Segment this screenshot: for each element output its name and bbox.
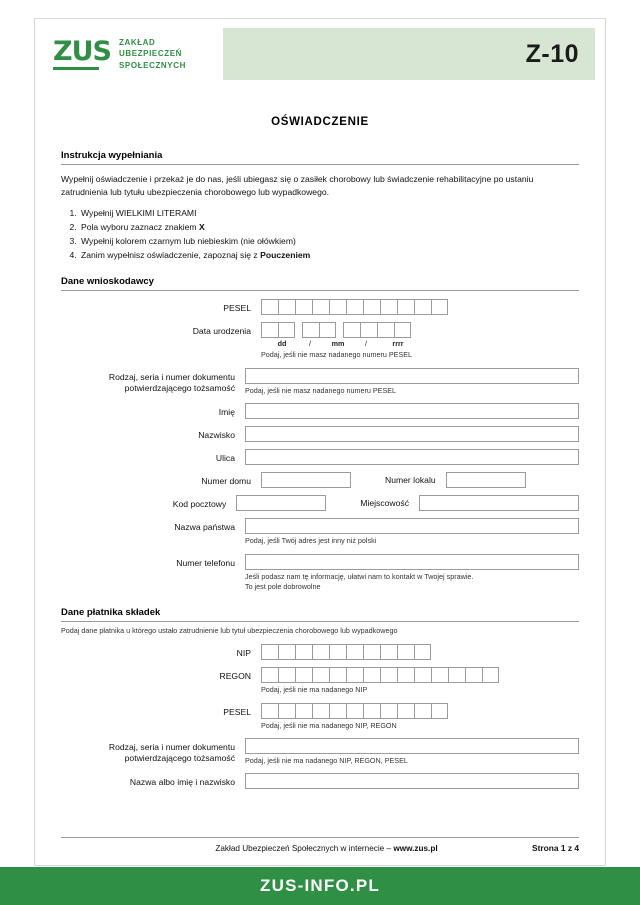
instruction-heading: Instrukcja wypełniania [61, 150, 579, 165]
char-cell[interactable] [278, 299, 295, 315]
form-footer [61, 837, 579, 853]
char-cell[interactable] [394, 322, 411, 338]
char-cell[interactable] [329, 644, 346, 660]
field-row-payer-nip [61, 644, 579, 660]
char-cell[interactable] [448, 667, 465, 683]
payer-regon-input[interactable] [261, 667, 579, 683]
footer-text-prefix: Zakład Ubezpieczeń Społecznych w internecie – [215, 843, 394, 853]
instruction-rules [61, 207, 579, 263]
zus-website-link[interactable]: www.zus.pl [393, 843, 438, 853]
char-cell[interactable] [329, 667, 346, 683]
payer-name-label: Nazwa albo imię i nazwisko [129, 777, 235, 788]
zus-logo-text: ZUS [53, 36, 111, 67]
char-cell[interactable] [431, 667, 448, 683]
applicant-document-label [61, 368, 245, 394]
char-cell[interactable] [261, 703, 278, 719]
field-row-payer-name [61, 773, 579, 789]
char-cell[interactable] [363, 299, 380, 315]
list-item: 3. Wypełnij kolorem czarnym lub niebieskim (nie ołówkiem) [79, 235, 579, 249]
char-cell[interactable] [319, 322, 336, 338]
birthdate-legend [261, 339, 579, 348]
char-cell[interactable] [346, 703, 363, 719]
form-sheet [34, 18, 606, 866]
field-row-applicant-last-name [61, 426, 579, 442]
payer-document-label-line1: Rodzaj, seria i numer dokumentu [108, 741, 235, 752]
char-cell[interactable] [377, 322, 394, 338]
rule-4-text: Zanim wypełnisz oświadczenie, zapoznaj się z Pouczeniem [81, 249, 311, 260]
char-cell[interactable] [431, 703, 448, 719]
field-row-applicant-postal-city [61, 495, 579, 511]
char-cell[interactable] [346, 667, 363, 683]
char-cell[interactable] [261, 322, 278, 338]
applicant-first-name-input[interactable] [245, 403, 579, 419]
field-row-payer-pesel [61, 703, 579, 731]
applicant-phone-hint-line1: Jeśli podasz nam tę informację, ułatwi nam to kontakt w Twojej sprawie. [245, 571, 474, 581]
field-row-payer-regon [61, 667, 579, 695]
char-cell[interactable] [465, 667, 482, 683]
org-line-3: SPOŁECZNYCH [118, 60, 187, 70]
applicant-country-label: Nazwa państwa [174, 522, 235, 533]
field-row-applicant-phone [61, 554, 579, 593]
applicant-phone-hint-line2: To jest pole dobrowolne [245, 582, 321, 592]
field-row-applicant-birthdate [61, 322, 579, 360]
applicant-last-name-label: Nazwisko [198, 430, 235, 441]
applicant-phone-label: Numer telefonu [176, 557, 235, 568]
payer-document-label [61, 738, 245, 764]
char-cell[interactable] [278, 703, 295, 719]
applicant-document-label-line1: Rodzaj, seria i numer dokumentu [108, 371, 235, 382]
applicant-document-hint: Podaj, jeśli nie masz nadanego numeru PESEL [245, 385, 397, 395]
field-row-payer-document [61, 738, 579, 766]
org-line-2: UBEZPIECZEŃ [118, 49, 183, 59]
applicant-document-input[interactable] [245, 368, 579, 384]
char-cell[interactable] [329, 703, 346, 719]
char-cell[interactable] [261, 667, 278, 683]
applicant-street-label: Ulica [215, 453, 235, 464]
char-cell[interactable] [261, 644, 278, 660]
char-cell[interactable] [380, 667, 397, 683]
applicant-city-label: Miejscowość [360, 498, 409, 509]
char-cell[interactable] [380, 644, 397, 660]
char-cell[interactable] [482, 667, 499, 683]
site-banner [0, 867, 640, 905]
applicant-first-name-label: Imię [218, 407, 235, 418]
applicant-pesel-input[interactable] [261, 299, 579, 315]
char-cell[interactable] [312, 644, 329, 660]
field-row-applicant-country [61, 518, 579, 546]
char-cell[interactable] [397, 644, 414, 660]
instruction-paragraph: Wypełnij oświadczenie i przekaż je do nas, jeśli ubiegasz się o zasiłek chorobowy lub świadczenie rehabilitacyjne po ustaniu zatrudnienia lub tytułu ubezpieczenia chorobowego lub wypadkowego. [61, 174, 534, 197]
legend-sep-1: / [309, 339, 311, 349]
applicant-house-number-input[interactable] [261, 472, 351, 488]
payer-nip-label: NIP [236, 648, 251, 659]
payer-name-input[interactable] [245, 773, 579, 789]
char-cell[interactable] [278, 322, 295, 338]
legend-rrrr: rrrr [392, 339, 404, 349]
applicant-country-hint: Podaj, jeśli Twój adres jest inny niż polski [245, 536, 377, 546]
char-cell[interactable] [363, 703, 380, 719]
applicant-birthdate-hint: Podaj, jeśli nie masz nadanego numeru PESEL [261, 350, 413, 360]
applicant-last-name-input[interactable] [245, 426, 579, 442]
applicant-street-input[interactable] [245, 449, 579, 465]
payer-regon-hint: Podaj, jeśli nie ma nadanego NIP [261, 685, 368, 695]
char-cell[interactable] [431, 299, 448, 315]
char-cell[interactable] [414, 667, 431, 683]
applicant-postal-code-input[interactable] [236, 495, 326, 511]
char-cell[interactable] [397, 299, 414, 315]
char-cell[interactable] [312, 703, 329, 719]
form-body [35, 116, 605, 789]
site-banner-text: ZUS-INFO.PL [260, 876, 380, 895]
char-cell[interactable] [261, 299, 278, 315]
zus-logo-underline [53, 67, 99, 70]
applicant-country-input[interactable] [245, 518, 579, 534]
char-cell[interactable] [380, 703, 397, 719]
payer-document-input[interactable] [245, 738, 579, 754]
form-code: Z-10 [525, 39, 579, 68]
zus-logo [45, 28, 223, 80]
applicant-city-input[interactable] [419, 495, 579, 511]
organization-name [119, 37, 186, 72]
char-cell[interactable] [414, 703, 431, 719]
field-row-applicant-first-name [61, 403, 579, 419]
zus-wordmark-icon [53, 38, 111, 70]
char-cell[interactable] [278, 667, 295, 683]
char-cell[interactable] [397, 667, 414, 683]
legend-dd: dd [277, 339, 287, 349]
char-cell[interactable] [343, 322, 360, 338]
org-line-1: ZAKŁAD [118, 37, 156, 47]
char-cell[interactable] [380, 299, 397, 315]
applicant-house-number-label: Numer domu [201, 476, 251, 487]
char-cell[interactable] [397, 703, 414, 719]
char-cell[interactable] [295, 644, 312, 660]
list-item: 1. Wypełnij WIELKIMI LITERAMI [79, 207, 579, 221]
char-cell[interactable] [302, 322, 319, 338]
page-title: OŚWIADCZENIE [271, 116, 369, 128]
payer-document-label-line2: potwierdzającego tożsamość [124, 753, 235, 764]
applicant-phone-input[interactable] [245, 554, 579, 570]
payer-pesel-input[interactable] [261, 703, 579, 719]
char-cell[interactable] [360, 322, 377, 338]
char-cell[interactable] [414, 299, 431, 315]
list-item [79, 221, 579, 235]
char-cell[interactable] [295, 667, 312, 683]
char-cell[interactable] [346, 644, 363, 660]
payer-section-subheading: Podaj dane płatnika u którego ustało zatrudnienie lub tytuł ubezpieczenia chorobowego lub wypadkowego [61, 625, 398, 635]
payer-pesel-label: PESEL [223, 706, 251, 717]
char-cell[interactable] [414, 644, 431, 660]
payer-pesel-hint: Podaj, jeśli nie ma nadanego NIP, REGON [261, 720, 397, 730]
applicant-birthdate-label: Data urodzenia [192, 326, 251, 337]
rule-2-text: Pola wyboru zaznacz znakiem X [81, 221, 205, 232]
char-cell[interactable] [295, 299, 312, 315]
legend-sep-2: / [365, 339, 367, 349]
applicant-flat-number-label: Numer lokalu [385, 475, 436, 486]
char-cell[interactable] [312, 299, 329, 315]
applicant-section-heading: Dane wnioskodawcy [61, 276, 579, 291]
applicant-phone-hint [245, 572, 579, 593]
char-cell[interactable] [346, 299, 363, 315]
applicant-postal-code-label: Kod pocztowy [172, 499, 227, 510]
char-cell[interactable] [329, 299, 346, 315]
applicant-pesel-label: PESEL [223, 303, 251, 314]
applicant-birthdate-input[interactable] [261, 322, 579, 338]
payer-document-hint: Podaj, jeśli nie ma nadanego NIP, REGON, PESEL [245, 755, 408, 765]
payer-nip-input[interactable] [261, 644, 579, 660]
legend-mm: mm [331, 339, 345, 349]
field-row-applicant-pesel [61, 299, 579, 315]
field-row-applicant-document [61, 368, 579, 396]
form-header [45, 28, 595, 80]
field-row-applicant-house-flat [61, 472, 579, 488]
field-row-applicant-street [61, 449, 579, 465]
char-cell[interactable] [278, 644, 295, 660]
payer-section-heading: Dane płatnika składek [61, 607, 579, 622]
header-band [223, 28, 595, 80]
char-cell[interactable] [363, 644, 380, 660]
list-item [79, 249, 579, 263]
char-cell[interactable] [363, 667, 380, 683]
page-indicator: Strona 1 z 4 [531, 843, 579, 853]
applicant-flat-number-input[interactable] [446, 472, 526, 488]
char-cell[interactable] [312, 667, 329, 683]
char-cell[interactable] [295, 703, 312, 719]
applicant-document-label-line2: potwierdzającego tożsamość [124, 383, 235, 394]
footer-text [61, 844, 532, 853]
payer-regon-label: REGON [219, 671, 251, 682]
